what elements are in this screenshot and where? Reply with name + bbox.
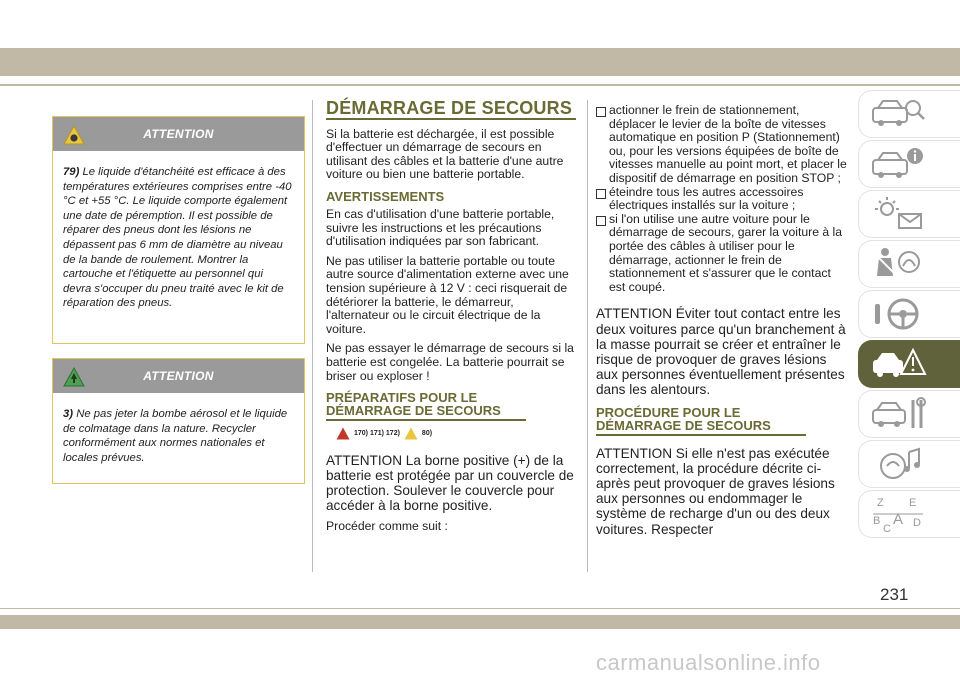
page-number: 231 <box>880 585 909 604</box>
paragraph: Procéder comme suit : <box>326 518 448 533</box>
warning-title: ATTENTION <box>143 369 214 383</box>
paragraph: Ne pas utiliser la batterie portable ou toute autre source d'alimentation externe avec une tension supérieure à 12 V : ceci risquerait de détériorer la batterie, le démarreur, l'alternateur ou le circuit électrique de la voiture. <box>326 253 569 336</box>
section-heading: DÉMARRAGE DE SECOURS <box>326 98 573 118</box>
reference-numbers: 80) <box>421 430 433 438</box>
caution-triangle-icon <box>404 427 418 440</box>
paragraph: En cas d'utilisation d'une batterie portable, suivre les instructions et les précautions d'utilisation indiquées par son fabricant. <box>326 206 555 249</box>
steering-wheel-icon <box>869 294 927 334</box>
sidebar-tab-emergency[interactable] <box>858 340 960 388</box>
paragraph: Ne pas essayer le démarrage de secours si la batterie est congelée. La batterie pourrait se briser ou exploser ! <box>326 341 574 383</box>
list-item-text: éteindre tous les autres accessoires électriques installés sur la voiture ; <box>609 184 804 213</box>
right-column <box>596 104 848 543</box>
warning-box-2 <box>52 358 305 484</box>
column-divider <box>312 100 313 572</box>
index-letter: B <box>873 515 881 527</box>
index-letter: A <box>893 511 904 528</box>
warning-title: ATTENTION <box>143 127 214 141</box>
index-letter: D <box>913 517 921 529</box>
bottom-rule <box>0 608 960 609</box>
car-maintenance-icon <box>869 394 927 434</box>
warning-box-1 <box>52 116 305 344</box>
index-letter: C <box>883 523 891 534</box>
middle-column <box>326 98 576 539</box>
sidebar-tab-warning-lights[interactable] <box>858 190 960 238</box>
list-item-text: actionner le frein de stationnement, déplacer le levier de la boîte de vitesses automatique en position P (Stationnement) ou, pour les versions équipées de boîte de vitesses manuelle au point mort, et placer le dispositif de démarrage en position STOP ; <box>609 103 847 185</box>
section-subheading: PROCÉDURE POUR LE DÉMARRAGE DE SECOURS <box>596 406 806 436</box>
sidebar-tab-multimedia[interactable] <box>858 440 960 488</box>
warning-triangle-icon <box>336 427 350 440</box>
sidebar-tab-maintenance[interactable] <box>858 390 960 438</box>
car-search-icon <box>869 94 927 134</box>
sidebar-tab-car-info[interactable] <box>858 140 960 188</box>
alphabet-index-icon <box>869 494 927 534</box>
reference-numbers: 170) 171) 172) <box>354 430 400 438</box>
sidebar-tab-index[interactable] <box>858 490 960 538</box>
warning-text <box>53 151 304 321</box>
top-band <box>0 48 960 76</box>
list-item <box>596 186 848 213</box>
warning-header <box>53 359 304 393</box>
list-item-text: si l'on utilise une autre voiture pour le démarrage de secours, garer la voiture à la portée des câbles à utiliser pour le démarrage, actionner le frein de stationnement et s'assurer que le contact est coupé. <box>609 211 843 294</box>
top-rule <box>0 84 960 86</box>
intro-paragraph: Si la batterie est déchargée, il est possible d'effectuer un démarrage de secours en utilisant des câbles et la batterie d'une autre voiture ou bien une batterie portable. <box>326 126 564 182</box>
attention-paragraph: ATTENTION Éviter tout contact entre les deux voitures parce qu'un branchement à la masse pourrait se créer et entraîner le risque de provoquer de graves lésions aux personnes éventuellement présentes dans les alentours. <box>596 306 846 398</box>
subheading: AVERTISSEMENTS <box>326 188 445 204</box>
emergency-car-icon <box>869 344 927 384</box>
warning-ref: 79) <box>63 166 80 178</box>
car-info-icon <box>869 144 927 184</box>
warning-body: Le liquide d'étanchéité est efficace à des températures extérieures comprises entre -40 °C et +55 °C. Le liquide comporte également une date de péremption. Il est possible de réparer des pneus dont les lésions ne dépassent pas 6 mm de diamètre au niveau de la bande de roulement. Montrer la cartouche et l'étiquette au personnel qui devra s'occuper du pneu traité avec le kit de réparation des pneus. <box>63 166 292 310</box>
checkbox-bullet-icon <box>596 216 606 226</box>
list-item <box>596 213 848 295</box>
warning-header <box>53 117 304 151</box>
sidebar-tab-safety[interactable] <box>858 240 960 288</box>
attention-paragraph: ATTENTION La borne positive (+) de la batterie est protégée par un couvercle de protection. Soulever le couvercle pour accéder à la borne positive. <box>326 452 574 514</box>
bottom-band <box>0 615 960 629</box>
list-item <box>596 104 848 186</box>
warning-lights-icon <box>869 194 927 234</box>
watermark: carmanualsonline.info <box>596 650 821 675</box>
index-letter: Z <box>877 497 884 509</box>
seatbelt-airbag-icon <box>869 244 927 284</box>
checkbox-bullet-icon <box>596 107 606 117</box>
reference-marks <box>336 427 576 441</box>
warning-text <box>53 393 304 475</box>
section-subheading: PRÉPARATIFS POUR LE DÉMARRAGE DE SECOURS <box>326 391 526 421</box>
sidebar-tab-car-search[interactable] <box>858 90 960 138</box>
checkbox-bullet-icon <box>596 189 606 199</box>
column-divider <box>587 100 588 572</box>
warning-body: Ne pas jeter la bombe aérosol et le liquide de colmatage dans la nature. Recycler conformément aux normes nationales et locales prévues. <box>63 408 288 464</box>
index-letter: E <box>909 497 917 509</box>
sidebar-tab-driving[interactable] <box>858 290 960 338</box>
attention-paragraph: ATTENTION Si elle n'est pas exécutée correctement, la procédure décrite ci-après peut provoquer de graves lésions aux personnes ou endommager le système de recharge d'un ou des deux voitures. Respecter <box>596 445 835 537</box>
multimedia-icon <box>869 444 927 484</box>
warning-ref: 3) <box>63 408 74 420</box>
